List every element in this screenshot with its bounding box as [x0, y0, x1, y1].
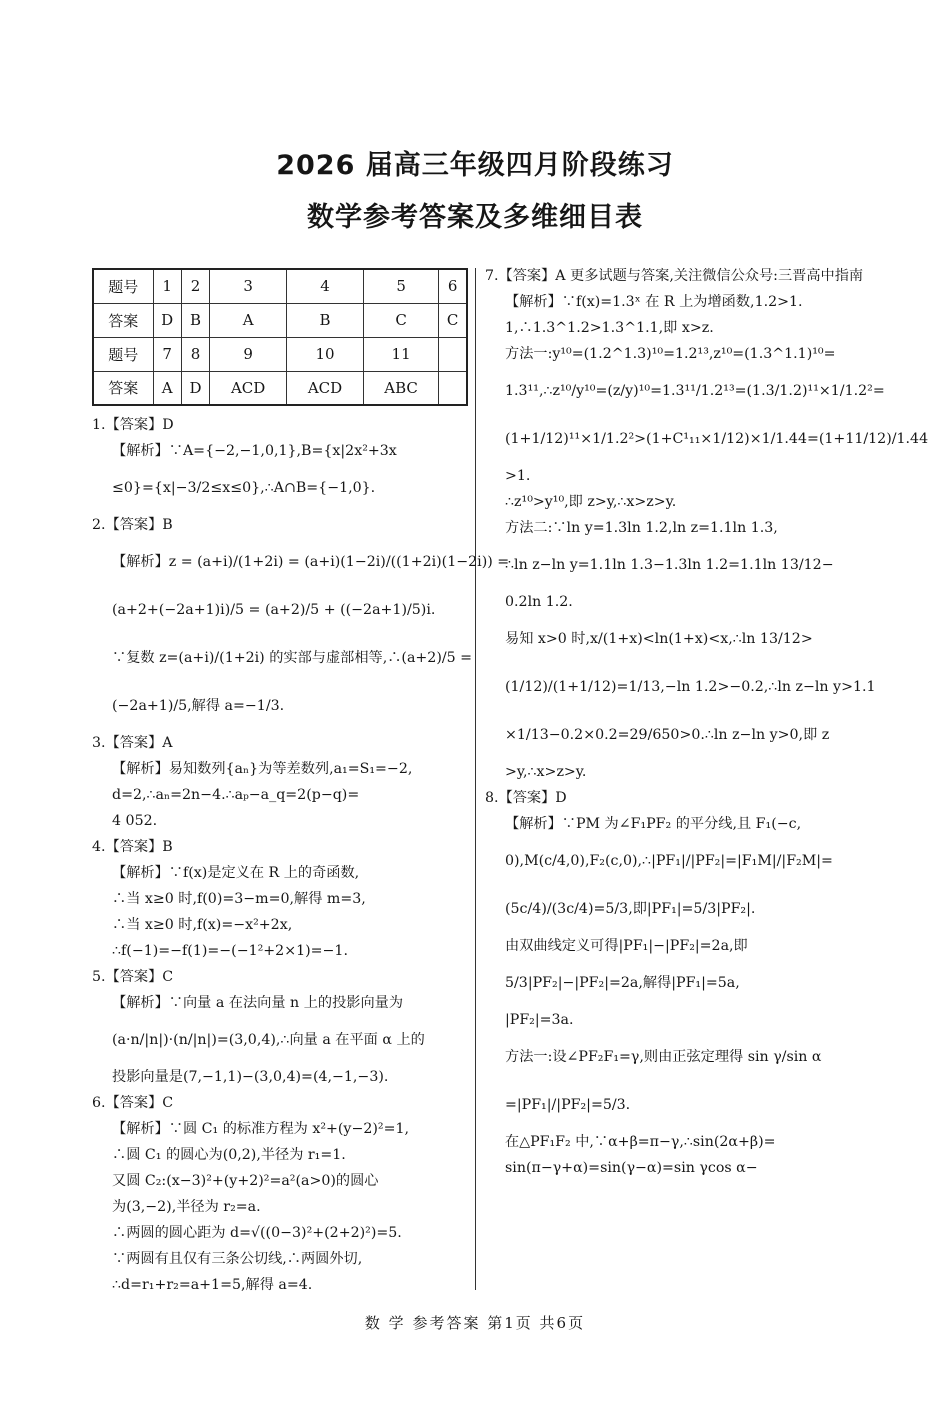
solution-line: 【解析】∵f(x)是定义在 R 上的奇函数,: [112, 865, 360, 881]
answer-heading: 4.【答案】B: [92, 839, 173, 855]
table-cell: D: [181, 371, 209, 405]
solution-line: ∴z¹⁰>y¹⁰,即 z>y,∴x>z>y.: [505, 494, 677, 510]
column-divider: [475, 268, 476, 1290]
table-row: [93, 337, 467, 371]
solution-line: (a·n/|n|)·(n/|n|)=(3,0,4),∴向量 a 在平面 α 上的: [112, 1032, 425, 1048]
table-cell: C: [363, 303, 438, 337]
solution-line: ∴两圆的圆心距为 d=√((0−3)²+(2+2)²)=5.: [112, 1225, 402, 1241]
solution-line: 5/3|PF₂|−|PF₂|=2a,解得|PF₁|=5a,: [505, 975, 740, 991]
solution-line: 1.3¹¹,∴z¹⁰/y¹⁰=(z/y)¹⁰=1.3¹¹/1.2¹³=(1.3/1.2)¹¹×1/1.2²=: [505, 383, 885, 399]
table-cell: A: [153, 371, 181, 405]
page-title: 2026 届高三年级四月阶段练习: [276, 150, 674, 181]
solution-line: ∵两圆有且仅有三条公切线,∴两圆外切,: [112, 1251, 363, 1267]
left-column: [92, 412, 510, 1298]
table-cell: ACD: [287, 371, 364, 405]
solution-line: 又圆 C₂:(x−3)²+(y+2)²=a²(a>0)的圆心: [112, 1173, 379, 1189]
table-cell: C: [439, 303, 467, 337]
table-cell: B: [181, 303, 209, 337]
solution-line: 0),M(c/4,0),F₂(c,0),∴|PF₁|/|PF₂|=|F₁M|/|F₂M|=: [505, 853, 833, 869]
solution-line: 【解析】易知数列{aₙ}为等差数列,a₁=S₁=−2,: [112, 761, 413, 777]
solution-line: >y,∴x>z>y.: [505, 764, 587, 780]
solution-line: 方法一:设∠PF₂F₁=γ,则由正弦定理得 sin γ/sin α: [505, 1049, 822, 1065]
solution-line: >1.: [505, 468, 531, 484]
table-cell: 答案: [93, 303, 153, 337]
table-row: [93, 371, 467, 405]
table-cell: [439, 337, 467, 371]
solution-line: ∴d=r₁+r₂=a+1=5,解得 a=4.: [112, 1277, 313, 1293]
table-cell: ABC: [363, 371, 438, 405]
table-cell: 4: [287, 269, 364, 303]
solution-line: 方法二:∵ln y=1.3ln 1.2,ln z=1.1ln 1.3,: [505, 520, 778, 536]
table-row: [93, 303, 467, 337]
solution-line: 【解析】∵向量 a 在法向量 n 上的投影向量为: [112, 995, 404, 1011]
solution-line: ×1/13−0.2×0.2=29/650>0.∴ln z−ln y>0,即 z: [505, 727, 830, 743]
solution-line: (5c/4)/(3c/4)=5/3,即|PF₁|=5/3|PF₂|.: [505, 901, 756, 917]
solution-line: =|PF₁|/|PF₂|=5/3.: [505, 1097, 631, 1113]
solution-line: 0.2ln 1.2.: [505, 594, 573, 610]
solution-line: 为(3,−2),半径为 r₂=a.: [112, 1199, 261, 1215]
solution-line: 投影向量是(7,−1,1)−(3,0,4)=(4,−1,−3).: [112, 1069, 389, 1085]
solution-line: (1+1/12)¹¹×1/1.2²>(1+C¹₁₁×1/12)×1/1.44=(1+11/12)/1.44: [505, 431, 929, 447]
solution-line: ∴当 x≥0 时,f(0)=3−m=0,解得 m=3,: [112, 891, 366, 907]
answer-table: [92, 268, 468, 406]
table-cell: 5: [363, 269, 438, 303]
answer-heading: 2.【答案】B: [92, 517, 173, 533]
solution-line: ∵复数 z=(a+i)/(1+2i) 的实部与虚部相等,∴(a+2)/5 =: [112, 650, 473, 666]
table-row: [93, 269, 467, 303]
table-cell: 7: [153, 337, 181, 371]
solution-line: (a+2+(−2a+1)i)/5 = (a+2)/5 + ((−2a+1)/5)i.: [112, 602, 436, 618]
solution-line: 【解析】z = (a+i)/(1+2i) = (a+i)(1−2i)/((1+2i)(1−2i)) =: [112, 554, 510, 570]
solution-line: 1,∴1.3^1.2>1.3^1.1,即 x>z.: [505, 320, 714, 336]
solution-line: ∴f(−1)=−f(1)=−(−1²+2×1)=−1.: [112, 943, 348, 959]
table-cell: B: [287, 303, 364, 337]
solution-line: 【解析】∵圆 C₁ 的标准方程为 x²+(y−2)²=1,: [112, 1121, 410, 1137]
solution-line: 【解析】∵f(x)=1.3ˣ 在 R 上为增函数,1.2>1.: [505, 294, 803, 310]
solution-line: 易知 x>0 时,x/(1+x)<ln(1+x)<x,∴ln 13/12>: [505, 631, 813, 647]
table-cell: 1: [153, 269, 181, 303]
answer-heading: 8.【答案】D: [485, 790, 567, 806]
answer-heading: 1.【答案】D: [92, 417, 174, 433]
solution-line: 由双曲线定义可得|PF₁|−|PF₂|=2a,即: [505, 938, 748, 954]
table-cell: [439, 371, 467, 405]
table-cell: A: [210, 303, 287, 337]
right-column: [485, 263, 929, 1181]
table-cell: 答案: [93, 371, 153, 405]
table-cell: ACD: [210, 371, 287, 405]
answer-heading: 7.【答案】A 更多试题与答案,关注微信公众号:三晋高中指南: [485, 268, 864, 284]
solution-line: ∴ln z−ln y=1.1ln 1.3−1.3ln 1.2=1.1ln 13/12−: [505, 557, 834, 573]
table-cell: 2: [181, 269, 209, 303]
table-cell: 8: [181, 337, 209, 371]
table-cell: 10: [287, 337, 364, 371]
solution-line: 在△PF₁F₂ 中,∵α+β=π−γ,∴sin(2α+β)=: [505, 1134, 776, 1150]
table-cell: 题号: [93, 269, 153, 303]
page-subtitle: 数学参考答案及多维细目表: [307, 202, 643, 233]
solution-line: ∴圆 C₁ 的圆心为(0,2),半径为 r₁=1.: [112, 1147, 346, 1163]
solution-line: ∴当 x≥0 时,f(x)=−x²+2x,: [112, 917, 293, 933]
solution-line: ≤0}={x|−3/2≤x≤0},∴A∩B={−1,0}.: [112, 480, 376, 496]
solution-line: (−2a+1)/5,解得 a=−1/3.: [112, 698, 285, 714]
solution-line: 4 052.: [112, 813, 158, 829]
solution-line: (1/12)/(1+1/12)=1/13,−ln 1.2>−0.2,∴ln z−ln y>1.1: [505, 679, 876, 695]
table-cell: 6: [439, 269, 467, 303]
answer-heading: 3.【答案】A: [92, 735, 173, 751]
table-cell: D: [153, 303, 181, 337]
answer-heading: 5.【答案】C: [92, 969, 174, 985]
solution-line: d=2,∴aₙ=2n−4.∴aₚ−a_q=2(p−q)=: [112, 787, 360, 803]
solution-line: 【解析】∵A={−2,−1,0,1},B={x|2x²+3x: [112, 443, 397, 459]
solution-line: sin(π−γ+α)=sin(γ−α)=sin γcos α−: [505, 1160, 758, 1176]
solution-line: |PF₂|=3a.: [505, 1012, 574, 1028]
table-cell: 9: [210, 337, 287, 371]
table-cell: 3: [210, 269, 287, 303]
answer-heading: 6.【答案】C: [92, 1095, 174, 1111]
solution-line: 方法一:y¹⁰=(1.2^1.3)¹⁰=1.2¹³,z¹⁰=(1.3^1.1)¹⁰=: [505, 346, 836, 362]
solution-line: 【解析】∵PM 为∠F₁PF₂ 的平分线,且 F₁(−c,: [505, 816, 802, 832]
table-cell: 题号: [93, 337, 153, 371]
page-footer: 数 学 参考答案 第1页 共6页: [364, 1314, 586, 1332]
table-cell: 11: [363, 337, 438, 371]
